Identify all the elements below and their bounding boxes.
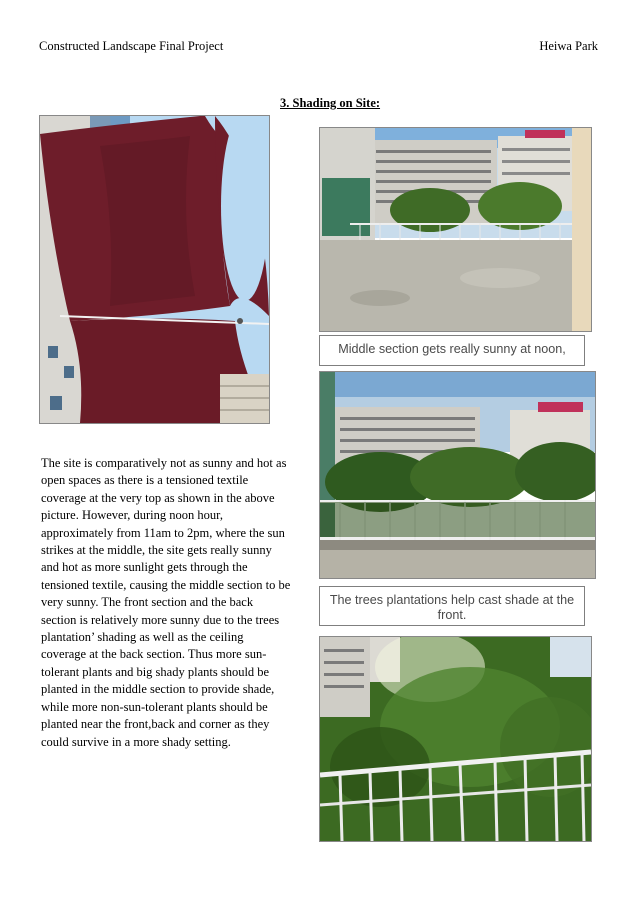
site-shading-paragraph: The site is comparatively not as sunny and hot as open spaces as there is a tensioned textile coverage at the very top as shown in the above picture. However, during noon hour, approximately from 11am to 2pm, where the sun strikes at the middle, the site gets really sunny and hot as more sunlight gets through the tensioned textile, causing the middle section to be very sunny. The front section and the back section is relatively more sunny due to the trees plantation’ shading as well as the ceiling coverage at the back section. Thus more sun-tolerant plants and big shady plants should be planted in the middle section to provide shade, while more non-sun-tolerant plants should be planted near the front,back and corner as they could survive in a more shady setting. — [41, 456, 291, 749]
textile-canopy-photo — [39, 115, 270, 424]
front-foliage-photo — [319, 636, 592, 842]
header-site-name: Heiwa Park — [539, 39, 598, 53]
section-title: 3. Shading on Site: — [280, 96, 381, 110]
caption-tree-plantations: The trees plantations help cast shade at the front. — [319, 586, 585, 626]
header-project-title: Constructed Landscape Final Project — [39, 39, 224, 53]
tree-shade-photo — [319, 371, 596, 579]
middle-section-photo — [319, 127, 592, 332]
caption-middle-section: Middle section gets really sunny at noon, — [319, 335, 585, 366]
